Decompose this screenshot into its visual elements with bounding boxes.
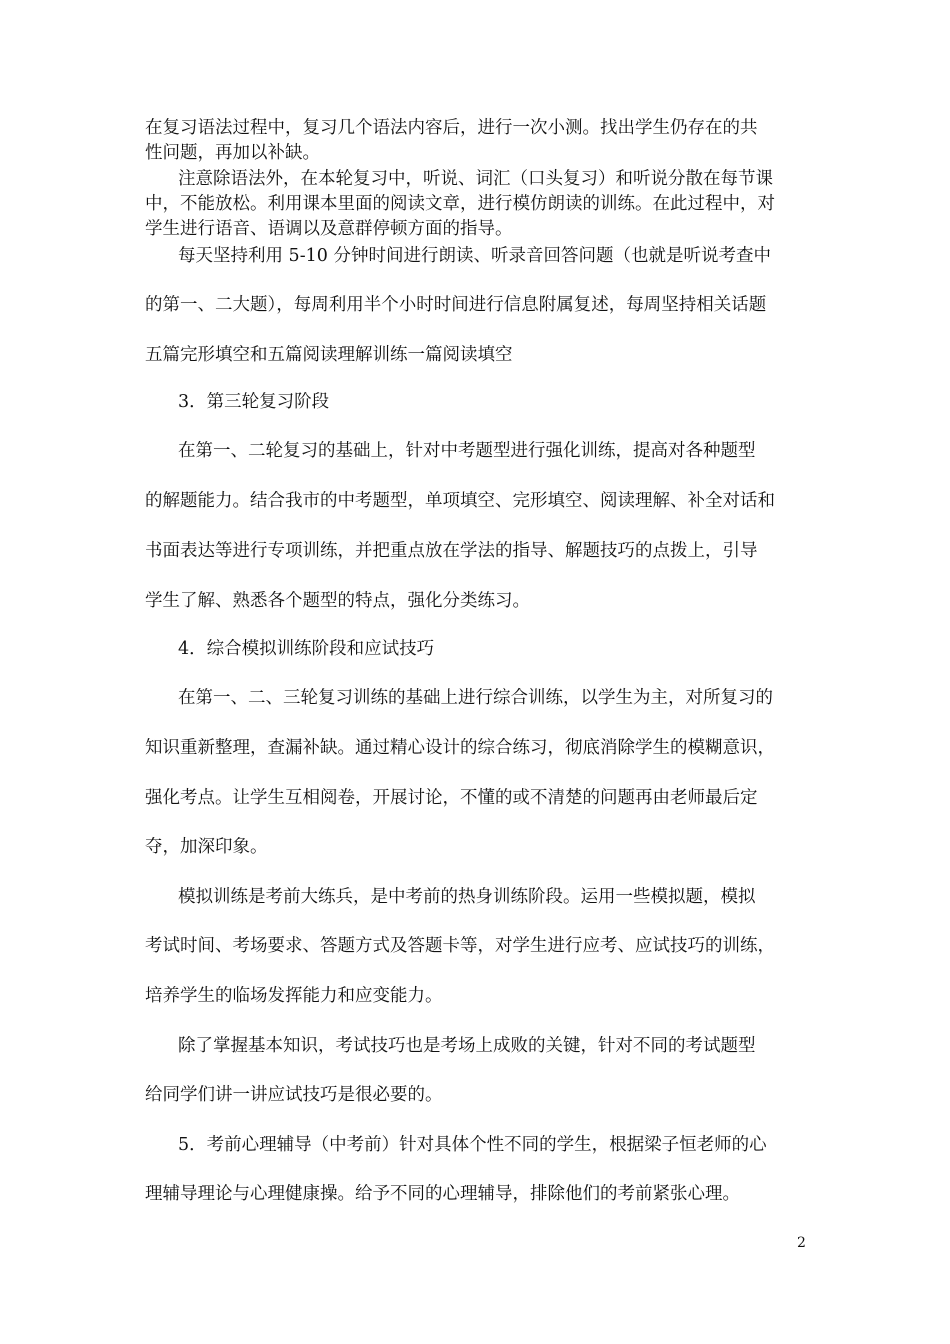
text-line: 模拟训练是考前大练兵，是中考前的热身训练阶段。运用一些模拟题，模拟	[178, 887, 756, 907]
text-line: 培养学生的临场发挥能力和应变能力。	[145, 986, 443, 1006]
text-line: 性问题，再加以补缺。	[145, 143, 320, 163]
text-line: 强化考点。让学生互相阅卷，开展讨论，不懂的或不清楚的问题再由老师最后定	[145, 788, 758, 808]
text-line: 夺，加深印象。	[145, 837, 268, 857]
text-line: 理辅导理论与心理健康操。给予不同的心理辅导，排除他们的考前紧张心理。	[145, 1184, 740, 1204]
text-line: 在第一、二、三轮复习训练的基础上进行综合训练，以学生为主，对所复习的	[178, 688, 773, 708]
text-line: 的第一、二大题），每周利用半个小时时间进行信息附属复述，每周坚持相关话题	[145, 295, 767, 315]
text-line: 除了掌握基本知识，考试技巧也是考场上成败的关键，针对不同的考试题型	[178, 1036, 756, 1056]
text-line: 在复习语法过程中，复习几个语法内容后，进行一次小测。找出学生仍存在的共	[145, 118, 758, 138]
section-heading: 4．综合模拟训练阶段和应试技巧	[178, 639, 435, 659]
page-number: 2	[797, 1235, 806, 1251]
section-heading: 3．第三轮复习阶段	[178, 392, 330, 412]
text-line: 知识重新整理，查漏补缺。通过精心设计的综合练习，彻底消除学生的模糊意识，	[145, 738, 775, 758]
text-line: 给同学们讲一讲应试技巧是很必要的。	[145, 1085, 443, 1105]
text-line: 注意除语法外，在本轮复习中，听说、词汇（口头复习）和听说分散在每节课	[178, 169, 773, 189]
text-line: 学生了解、熟悉各个题型的特点，强化分类练习。	[145, 591, 530, 611]
text-line: 考试时间、考场要求、答题方式及答题卡等，对学生进行应考、应试技巧的训练，	[145, 936, 775, 956]
text-line: 书面表达等进行专项训练，并把重点放在学法的指导、解题技巧的点拨上，引导	[145, 541, 758, 561]
text-line: 五篇完形填空和五篇阅读理解训练一篇阅读填空	[145, 345, 513, 365]
text-line: 学生进行语音、语调以及意群停顿方面的指导。	[145, 219, 513, 239]
text-line: 每天坚持利用 5-10 分钟时间进行朗读、听录音回答问题（也就是听说考查中	[178, 246, 771, 266]
text-line: 在第一、二轮复习的基础上，针对中考题型进行强化训练，提高对各种题型	[178, 441, 756, 461]
text-line: 的解题能力。结合我市的中考题型，单项填空、完形填空、阅读理解、补全对话和	[145, 491, 775, 511]
text-line: 中，不能放松。利用课本里面的阅读文章，进行模仿朗读的训练。在此过程中，对	[145, 194, 775, 214]
text-line: 5．考前心理辅导（中考前）针对具体个性不同的学生，根据梁子恒老师的心	[178, 1135, 767, 1155]
